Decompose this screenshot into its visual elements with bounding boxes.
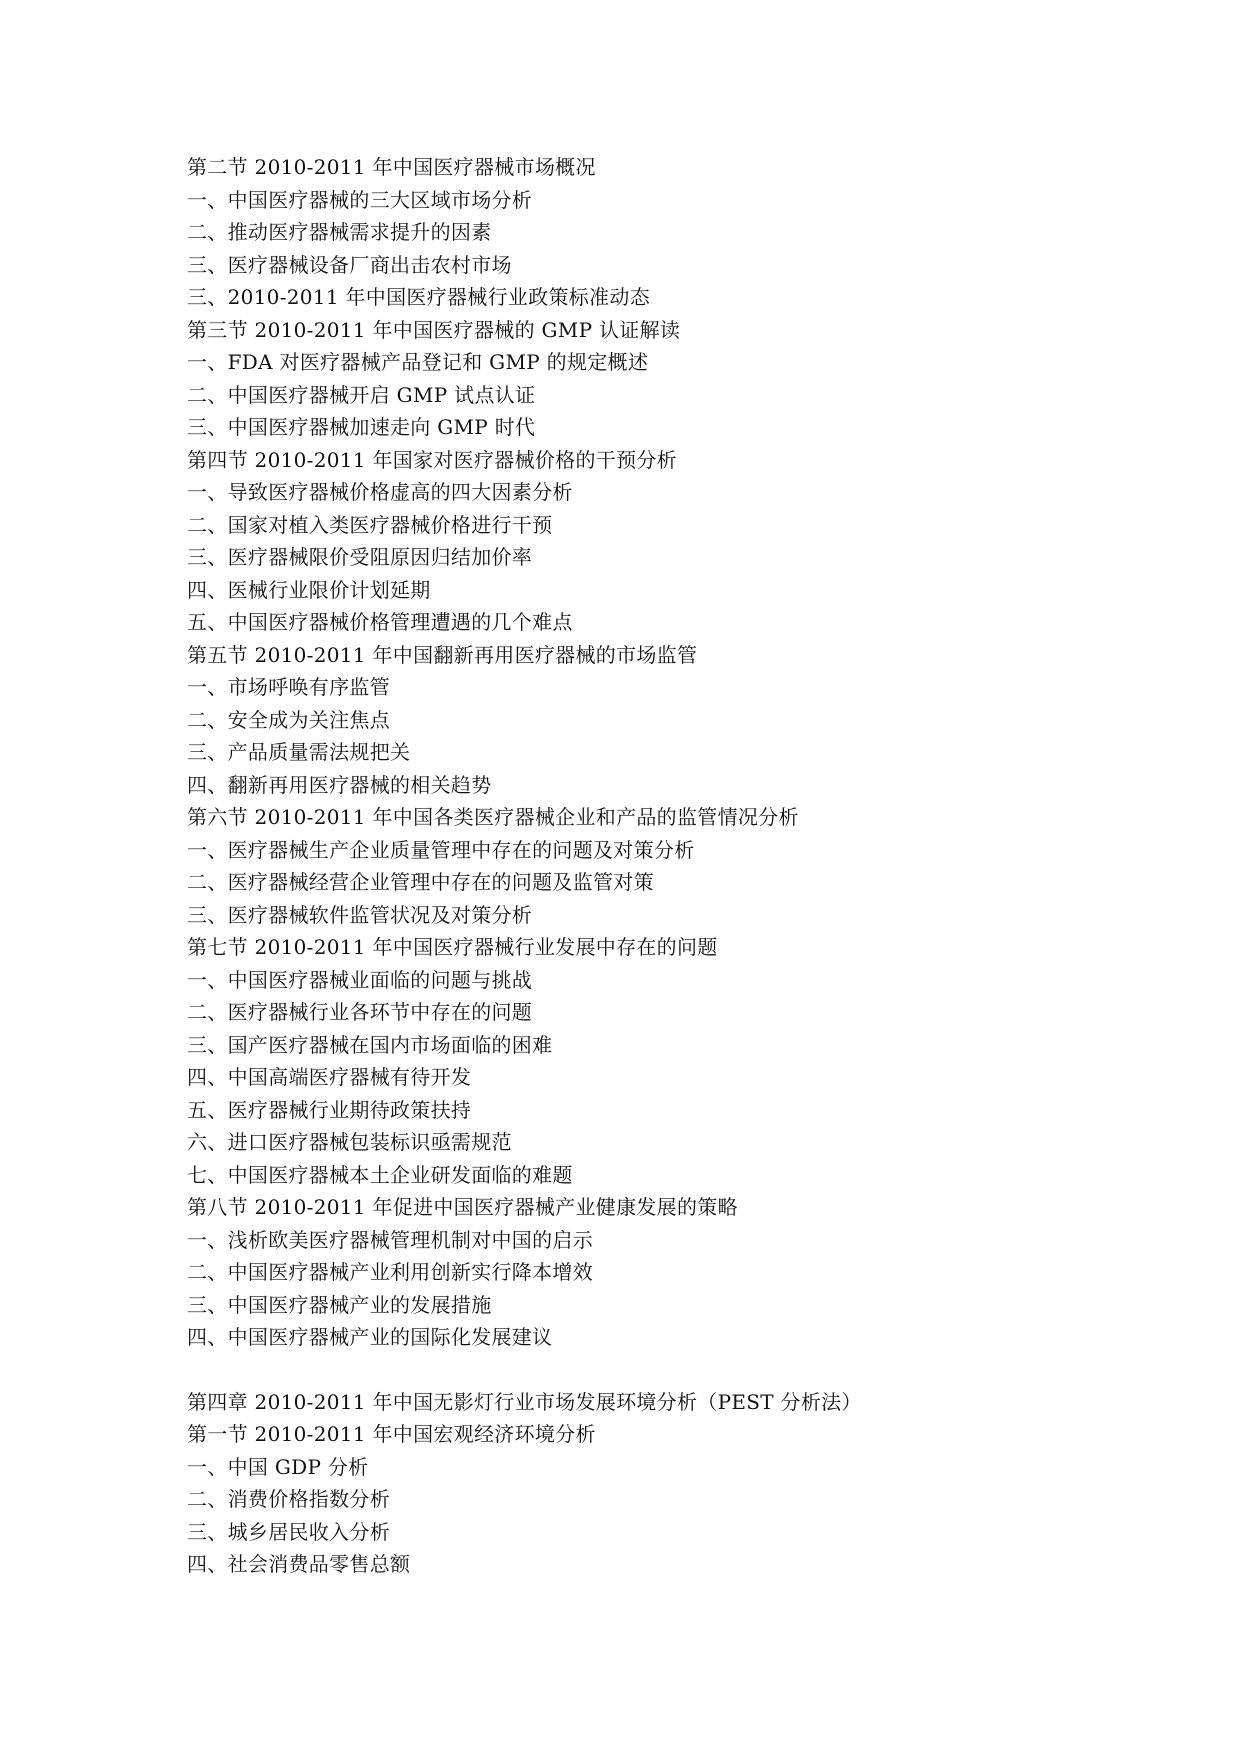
toc-item: 四、翻新再用医疗器械的相关趋势 [187,772,492,797]
toc-item: 四、中国高端医疗器械有待开发 [187,1065,472,1089]
toc-item: 一、医疗器械生产企业质量管理中存在的问题及对策分析 [187,837,695,862]
section-heading: 第四节 2010-2011 年国家对医疗器械价格的干预分析 [187,447,677,472]
toc-item: 四、医械行业限价计划延期 [187,577,431,602]
toc-item: 二、推动医疗器械需求提升的因素 [187,220,492,244]
toc-item: 三、城乡居民收入分析 [187,1519,390,1544]
toc-item: 一、中国医疗器械的三大区域市场分析 [187,187,533,212]
section-heading: 第一节 2010-2011 年中国宏观经济环境分析 [187,1422,596,1446]
toc-item: 七、中国医疗器械本土企业研发面临的难题 [187,1162,573,1187]
toc-item: 四、社会消费品零售总额 [187,1552,411,1576]
blank-line [187,1354,1147,1386]
section-heading: 第二节 2010-2011 年中国医疗器械市场概况 [187,155,596,179]
section-heading: 第六节 2010-2011 年中国各类医疗器械企业和产品的监管情况分析 [187,805,799,829]
section-heading: 第三节 2010-2011 年中国医疗器械的 GMP 认证解读 [187,317,681,342]
section-heading: 第八节 2010-2011 年促进中国医疗器械产业健康发展的策略 [187,1195,738,1219]
toc-item: 三、医疗器械软件监管状况及对策分析 [187,902,533,927]
toc-item: 六、进口医疗器械包装标识亟需规范 [187,1130,512,1154]
toc-item: 二、中国医疗器械产业利用创新实行降本增效 [187,1260,593,1284]
toc-item: 二、国家对植入类医疗器械价格进行干预 [187,512,553,537]
toc-item: 一、FDA 对医疗器械产品登记和 GMP 的规定概述 [187,350,649,374]
toc-item: 三、产品质量需法规把关 [187,740,411,764]
toc-item: 三、中国医疗器械加速走向 GMP 时代 [187,415,536,439]
section-heading: 第七节 2010-2011 年中国医疗器械行业发展中存在的问题 [187,935,718,959]
toc-item: 四、中国医疗器械产业的国际化发展建议 [187,1325,553,1349]
toc-item: 一、中国 GDP 分析 [187,1454,369,1479]
toc-item: 三、医疗器械限价受阻原因归结加价率 [187,545,533,569]
toc-item: 三、2010-2011 年中国医疗器械行业政策标准动态 [187,285,651,309]
toc-item: 三、医疗器械设备厂商出击农村市场 [187,252,512,277]
toc-item: 一、市场呼唤有序监管 [187,675,390,699]
toc-item: 二、消费价格指数分析 [187,1487,390,1511]
toc-item: 二、安全成为关注焦点 [187,707,390,732]
toc-item: 一、中国医疗器械业面临的问题与挑战 [187,967,533,992]
toc-item: 二、医疗器械经营企业管理中存在的问题及监管对策 [187,870,654,894]
toc-item: 一、导致医疗器械价格虚高的四大因素分析 [187,480,573,504]
toc-item: 二、医疗器械行业各环节中存在的问题 [187,1000,533,1024]
chapter-heading: 第四章 2010-2011 年中国无影灯行业市场发展环境分析（PEST 分析法） [187,1389,862,1414]
toc-item: 二、中国医疗器械开启 GMP 试点认证 [187,382,536,407]
toc-item: 三、中国医疗器械产业的发展措施 [187,1292,492,1317]
toc-item: 五、中国医疗器械价格管理遭遇的几个难点 [187,610,573,634]
toc-item: 五、医疗器械行业期待政策扶持 [187,1097,472,1122]
section-heading: 第五节 2010-2011 年中国翻新再用医疗器械的市场监管 [187,642,698,667]
table-of-contents [187,151,1147,1581]
toc-item: 三、国产医疗器械在国内市场面临的困难 [187,1032,553,1057]
toc-item: 一、浅析欧美医疗器械管理机制对中国的启示 [187,1227,593,1252]
